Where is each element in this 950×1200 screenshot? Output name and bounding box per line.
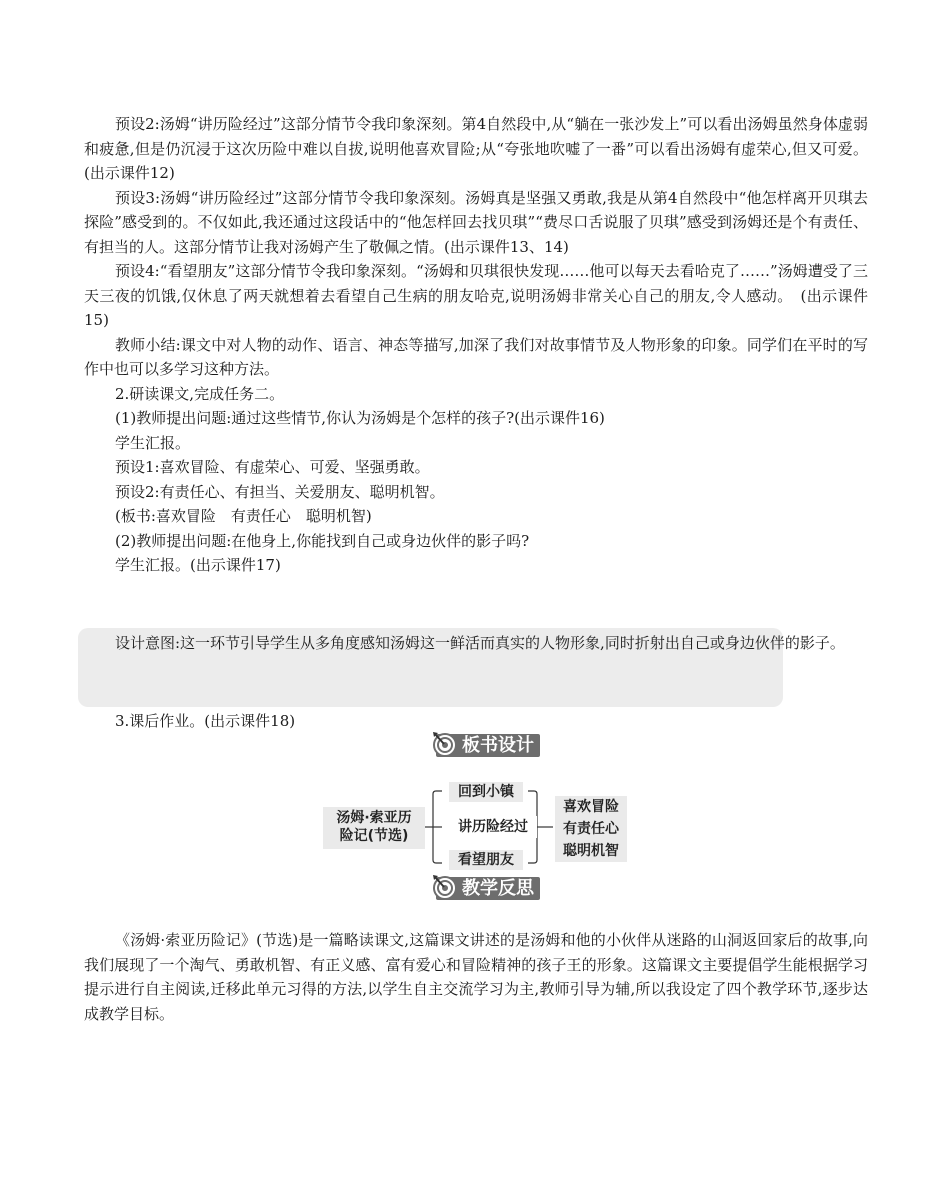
- task-two: 2.研读课文,完成任务二。: [115, 384, 285, 403]
- preset-3: 预设3:汤姆“讲历险经过”这部分情节令我印象深刻。汤姆真是坚强又勇敢,我是从第4自然段中“他怎样离开贝琪去探险”感受到的。不仅如此,我还通过这段话中的“他怎样回去找贝琪”“费尽口舌说服了贝琪”感受到汤姆还是个有责任、有担当的人。这部分情节让我对汤姆产生了敬佩之情。(出示课件13、14): [84, 188, 868, 256]
- answer-preset-1: 预设1:喜欢冒险、有虚荣心、可爱、坚强勇敢。: [115, 458, 430, 476]
- board-design-label: 板书设计: [462, 735, 534, 756]
- preset-4: 预设4:“看望朋友”这部分情节令我印象深刻。“汤姆和贝琪很快发现……他可以每天去看哈克了……”汤姆遭受了三天三夜的饥饿,仅休息了两天就想着去看望自己生病的朋友哈克,说明汤姆非常关心自己的朋友,令人感动。 (出示课件15): [84, 262, 868, 329]
- reflection-label: 教学反思: [462, 878, 534, 899]
- reflection-text: 《汤姆·索亚历险记》(节选)是一篇略读课文,这篇课文讲述的是汤姆和他的小伙伴从迷路的山洞返回家后的故事,向我们展现了一个淘气、勇敢机智、有正义感、富有爱心和冒险精神的孩子王的形象。这篇课文主要提倡学生能根据学习提示进行自主阅读,迁移此单元习得的方法,以学生自主交流学习为主,教师引导为辅,所以我设定了四个教学环节,逐步达成教学目标。: [84, 931, 868, 1023]
- trait-clever: 聪明机智: [563, 843, 619, 859]
- board-design-heading: [436, 734, 540, 757]
- event-visit-friend: 看望朋友: [449, 850, 523, 870]
- board-diagram: [320, 782, 630, 874]
- trait-adventure: 喜欢冒险: [563, 799, 619, 815]
- event-back-to-town: 回到小镇: [449, 782, 523, 802]
- reflection-heading: [436, 877, 540, 900]
- board-note: (板书:喜欢冒险 有责任心 聪明机智): [115, 507, 372, 525]
- student-report-2: 学生汇报。(出示课件17): [115, 556, 281, 574]
- teacher-summary: 教师小结:课文中对人物的动作、语言、神态等描写,加深了我们对故事情节及人物形象的印象。同学们在平时的写作中也可以多学习这种方法。: [84, 335, 868, 378]
- board-title-line1: 汤姆·索亚历: [336, 810, 412, 826]
- design-intent-box: [78, 628, 845, 707]
- student-report-1: 学生汇报。: [115, 433, 191, 452]
- lesson-body: [84, 112, 868, 578]
- target-icon: [432, 731, 458, 757]
- board-title-line2: 险记(节选): [339, 828, 409, 844]
- design-intent-text: 设计意图:这一环节引导学生从多角度感知汤姆这一鲜活而真实的人物形象,同时折射出自己或身边伙伴的影子。: [115, 634, 845, 652]
- answer-preset-2: 预设2:有责任心、有担当、关爱朋友、聪明机智。: [115, 482, 445, 501]
- event-tell-adventure: 讲历险经过: [449, 816, 537, 838]
- question-one: (1)教师提出问题:通过这些情节,你认为汤姆是个怎样的孩子?(出示课件16): [115, 409, 605, 427]
- preset-2: 预设2:汤姆“讲历险经过”这部分情节令我印象深刻。第4自然段中,从“躺在一张沙发上”可以看出汤姆虽然身体虚弱和疲惫,但是仍沉浸于这次历险中难以自拔,说明他喜欢冒险;从“夸张地吹嘘了一番”可以看出汤姆有虚荣心,但又可爱。(出示课件12): [84, 115, 868, 182]
- target-icon: [432, 874, 458, 900]
- trait-responsible: 有责任心: [563, 821, 619, 837]
- reflection-section: [84, 928, 868, 1026]
- traits-box: [555, 796, 627, 862]
- homework-section: [84, 709, 868, 734]
- homework-text: 3.课后作业。(出示课件18): [115, 712, 296, 730]
- question-two: (2)教师提出问题:在他身上,你能找到自己或身边伙伴的影子吗?: [115, 531, 530, 550]
